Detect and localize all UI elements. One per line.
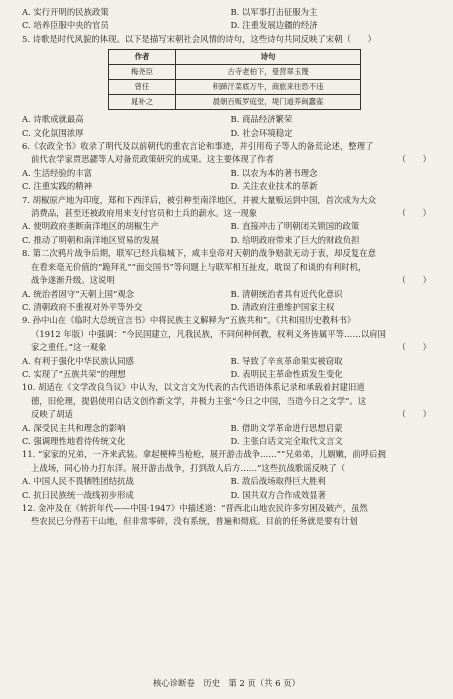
option: D. 注重发展边疆的经济 xyxy=(230,20,318,31)
option: B. 商品经济繁荣 xyxy=(230,114,293,125)
option: A. 使明政府垄断南洋地区的胡椒生产 xyxy=(22,221,159,232)
question-6-stem: 6.《农政全书》收录了明代及以前朝代的重农言论和事迹，并引用荀子等人的备荒论述，整理了 xyxy=(22,141,374,152)
q5-options-row-1 xyxy=(22,113,439,126)
q7-options-row-1 xyxy=(22,220,439,233)
question-12-stem-line: 些农民已分得若干山地，但非常零碎，没有系统，普遍和彻底。目前的任务就是要有计划 xyxy=(31,516,358,527)
option: D. 表明民主革命性质发生变化 xyxy=(230,368,343,379)
option: D. 主张白话文完全取代文言文 xyxy=(230,435,343,446)
table-cell-verse: 古寺老柏下，曼营翠玉篾 xyxy=(176,65,361,80)
question-7-stem: 7. 胡椒原产地为印度，郑和下西洋后，被引种至南洋地区，并被大量贩运到中国，首次成为大众 xyxy=(22,194,377,205)
answer-paren: （ ） xyxy=(397,409,431,420)
question-8-stem: 8. 第二次鸦片战争后期，联军已经兵临城下，咸丰皇帝对天朝的战争赔款无动于衷，却反复在意 xyxy=(22,248,377,259)
table-row xyxy=(109,65,361,80)
stem-text: 消费品，甚至还被政府用来支付官员和士兵的薪水。这一现象 xyxy=(31,208,258,219)
q5-options-row-2 xyxy=(22,127,439,140)
option: B. 导致了辛亥革命果实被窃取 xyxy=(230,355,343,366)
option: B. 以农为本的著书理念 xyxy=(230,167,318,178)
option: A. 中国人民不畏牺牲团结抗战 xyxy=(22,476,134,487)
option: A. 生活经验的丰富 xyxy=(22,167,92,178)
option: B. 借助文学革命进行思想启蒙 xyxy=(230,422,343,433)
option: A. 有利于强化中华民族认同感 xyxy=(22,355,134,366)
stem-text: 前代农学家贾思勰等人对备荒政策研究的成果。这主要体现了作者 xyxy=(31,154,274,165)
option: C. 清朝政府不重视对外平等外交 xyxy=(22,301,143,312)
question-7-stem-line xyxy=(22,207,439,220)
option: C. 强调理性地看待传统文化 xyxy=(22,435,126,446)
q11-options-row-1 xyxy=(22,475,439,488)
question-11-stem: 11. “家家的兄弟，一齐来武装。拿起梗棒当枪枪，展开游击战争……”“兄弟弟，儿姻嫩，前呼后拥 xyxy=(22,449,386,460)
question-12-stem: 12. 金冲及在《转折年代——中国·1947》中描述道：“晋西北山地农民许多穷困及破产，虽然 xyxy=(22,503,368,513)
question-9-stem: 9. 孙中山在《临时大总统宣言书》中将民族主义解释为“五族共和”。《共和国历史教科书》 xyxy=(22,315,356,326)
option: A. 统治者固守“天朝上国”观念 xyxy=(22,288,135,299)
table-cell-author: 曾任 xyxy=(109,80,176,95)
q10-options-row-1 xyxy=(22,422,439,435)
q6-options-row-1 xyxy=(22,167,439,180)
table-cell-author: 梅尧臣 xyxy=(109,65,176,80)
q11-options-row-2 xyxy=(22,489,439,502)
q6-options-row-2 xyxy=(22,180,439,193)
option: D. 关注农业技术的革新 xyxy=(230,181,318,192)
q8-options-row-2 xyxy=(22,301,439,314)
answer-paren: （ ） xyxy=(397,342,431,353)
table-header-verse: 诗句 xyxy=(176,50,361,65)
option: A. 诗歌成就最高 xyxy=(22,114,84,125)
answer-paren: （ ） xyxy=(397,208,431,219)
option: B. 敌后战场取得巨大胜利 xyxy=(230,476,326,487)
option: B. 直接冲击了明朝闭关锁国的政策 xyxy=(230,221,360,232)
question-11-stem-line: 上战场，同心协力打东洋。展开游击战争，打到敌人后方……”这些抗战歌谣反映了（ xyxy=(31,462,346,473)
page-footer: 核心诊断卷 历史 第 2 页（共 6 页） xyxy=(153,678,300,688)
q7-options-row-2 xyxy=(22,234,439,247)
table-row xyxy=(109,95,361,110)
option: A. 深受民主共和理念的影响 xyxy=(22,422,126,433)
table-cell-verse: 积蹄汗菜底万牛，商旅来往恐不违 xyxy=(176,80,361,95)
question-8-stem-line xyxy=(22,274,439,287)
q10-options-row-2 xyxy=(22,435,439,448)
table-cell-verse: 晨朝百贩罗庭堂，堤门道养闽蠢雀 xyxy=(176,95,361,110)
option: D. 给明政府带来了巨大的财政负担 xyxy=(230,234,360,245)
option: D. 国共双方合作成效显著 xyxy=(230,489,326,500)
q8-options-row-1 xyxy=(22,288,439,301)
option: B. 以军事打击征服为主 xyxy=(230,7,318,17)
option: C. 文化氛围浓厚 xyxy=(22,127,84,138)
option: D. 清政府注重维护国家主权 xyxy=(230,301,335,312)
question-6-stem-line xyxy=(22,153,439,166)
question-10-stem-line xyxy=(22,408,439,421)
poem-table xyxy=(108,49,361,110)
answer-paren: （ ） xyxy=(397,275,431,286)
question-9-stem-line xyxy=(22,341,439,354)
question-5-stem: 5. 诗歌是时代风貌的体现。以下是描写宋朝社会风情的诗句，这些诗句共同反映了宋朝（ ） xyxy=(22,33,377,44)
q9-options-row-2 xyxy=(22,368,439,381)
option: C. 注重实践的精神 xyxy=(22,181,93,192)
option: C. 抗日民族统一战线初步形成 xyxy=(22,489,134,500)
stem-text: 反映了胡适 xyxy=(31,409,73,420)
option: C. 实现了“五族共荣”的理想 xyxy=(22,368,126,379)
table-row xyxy=(109,80,361,95)
option: A. 实行开明的民族政策 xyxy=(22,7,109,17)
stem-text: 家之重任。”这一观象 xyxy=(31,342,107,353)
question-9-stem-line: （1912 年版）中强调：“今民国建立，凡我民族，不同何种何教，权利义务皆属平等……以肩国 xyxy=(31,328,386,339)
table-header-author: 作者 xyxy=(109,50,176,65)
option: C. 推动了明朝和南洋地区贸易的发展 xyxy=(22,234,160,245)
question-10-stem: 10. 胡适在《文学改良刍议》中认为，以文言文为代表的古代语语体系记录和承载着封建旧道 xyxy=(22,382,365,393)
option: D. 社会环境稳定 xyxy=(230,127,293,138)
question-10-stem-line: 德，旧伦理，提倡使用白话文创作新文学，并极力主张“今日之中国，当造今日之文学”。这 xyxy=(31,395,367,406)
option: B. 清朝统治者具有近代化意识 xyxy=(230,288,343,299)
q4-options-row-1 xyxy=(22,6,439,19)
answer-paren: （ ） xyxy=(397,154,431,165)
q9-options-row-1 xyxy=(22,355,439,368)
table-cell-author: 晁补之 xyxy=(109,95,176,110)
option: C. 培养臣服中央的官员 xyxy=(22,20,109,31)
stem-text: 战争遂渐升级。这说明 xyxy=(31,275,115,286)
q4-options-row-2 xyxy=(22,19,439,32)
question-8-stem-line: 在看来毫无价值的“跪拜礼”“面交国书”等问题上与联军相互扯皮，耽误了和谈的有利时机， xyxy=(31,261,367,272)
